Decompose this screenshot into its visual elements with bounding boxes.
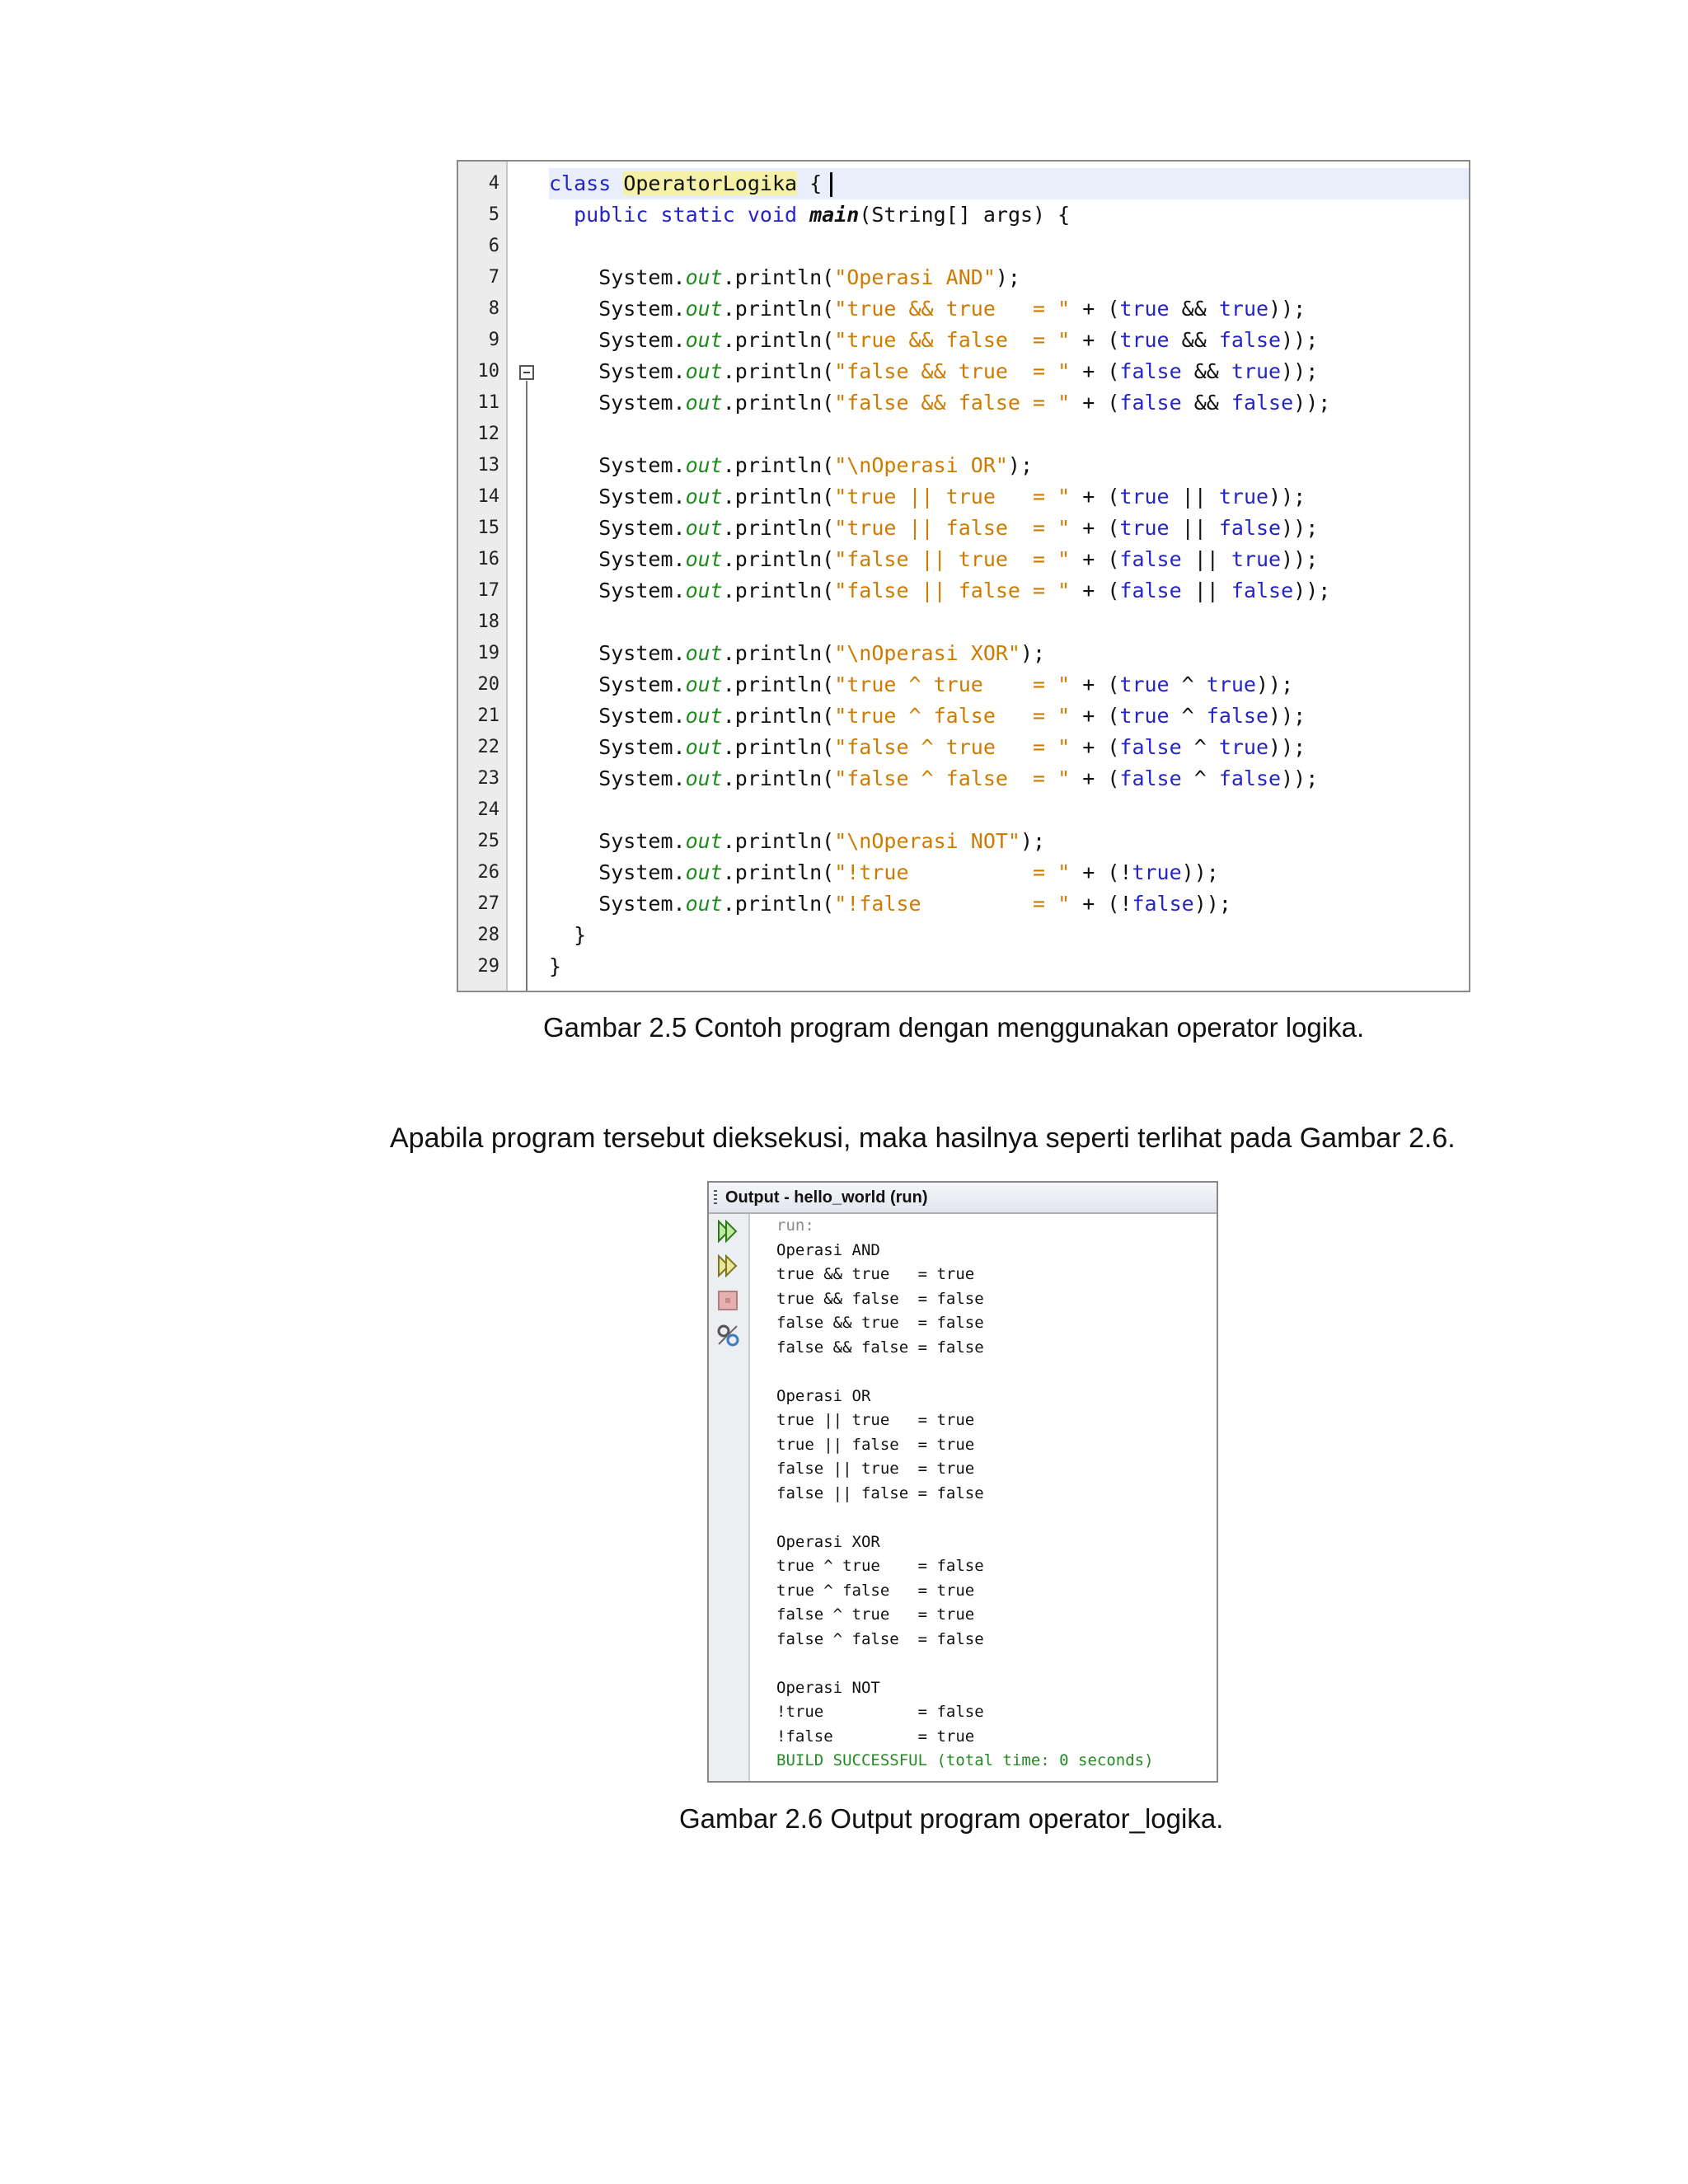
code-line[interactable]	[549, 262, 1469, 293]
output-toolbar	[709, 1214, 750, 1781]
code-token: ));	[1268, 297, 1306, 321]
output-title-bar	[709, 1183, 1217, 1214]
code-line[interactable]	[549, 387, 1469, 419]
code-token: "false ^ false = "	[834, 766, 1071, 790]
output-line: Operasi NOT	[776, 1678, 880, 1697]
code-token: "false && false = "	[834, 391, 1071, 415]
output-line: false && false = false	[776, 1338, 984, 1357]
code-token: public static void	[574, 203, 798, 227]
code-line[interactable]	[549, 356, 1469, 387]
code-token: System.	[549, 547, 686, 571]
code-token: out	[685, 829, 723, 853]
code-token: false	[1119, 735, 1182, 759]
code-token: false	[1218, 516, 1282, 540]
code-line[interactable]	[549, 669, 1469, 701]
code-token: false	[1231, 391, 1294, 415]
code-token: OperatorLogika	[623, 171, 798, 195]
code-token: System.	[549, 579, 686, 602]
code-token: true	[1218, 297, 1269, 321]
code-token: System.	[549, 860, 686, 884]
fold-guide-line	[526, 381, 528, 992]
code-token: + (	[1070, 328, 1120, 352]
code-token: ^	[1169, 704, 1207, 728]
code-token: );	[1007, 453, 1034, 477]
code-token: false	[1119, 547, 1182, 571]
code-token: ));	[1281, 766, 1319, 790]
code-token: + (	[1070, 704, 1120, 728]
output-line: Operasi AND	[776, 1240, 880, 1259]
code-token: ));	[1268, 485, 1306, 509]
code-token: (String[] args) {	[859, 203, 1071, 227]
code-token: "\nOperasi NOT"	[834, 829, 1020, 853]
output-line: false ^ true = true	[776, 1605, 975, 1624]
code-token: ^	[1169, 673, 1207, 696]
code-token: .println(	[722, 735, 835, 759]
output-line	[776, 1652, 1154, 1676]
code-token: ));	[1281, 328, 1319, 352]
code-line[interactable]	[549, 888, 1469, 920]
output-line: false || false = false	[776, 1483, 984, 1502]
code-token	[797, 203, 809, 227]
collapse-method-icon[interactable]	[519, 365, 534, 380]
code-token: ));	[1181, 860, 1219, 884]
code-token: false	[1218, 766, 1282, 790]
grip-icon	[714, 1190, 717, 1205]
line-number: 19	[477, 643, 499, 663]
code-token: true	[1119, 704, 1170, 728]
code-token: ));	[1193, 892, 1231, 916]
code-token: .println(	[722, 297, 835, 321]
fold-column	[508, 162, 541, 991]
code-token: false	[1132, 892, 1194, 916]
code-token: .println(	[722, 892, 835, 916]
code-line[interactable]	[549, 231, 1469, 262]
line-number: 4	[488, 173, 499, 194]
code-token: System.	[549, 766, 686, 790]
code-token: .println(	[722, 860, 835, 884]
output-line: !true = false	[776, 1703, 984, 1721]
code-line[interactable]	[549, 168, 1469, 199]
stop-icon[interactable]	[715, 1288, 740, 1313]
code-token: + (!	[1070, 892, 1132, 916]
code-token: out	[685, 860, 723, 884]
line-number: 7	[488, 267, 499, 288]
figure-2-6-caption: Gambar 2.6 Output program operator_logika.	[679, 1803, 1224, 1834]
code-token: out	[685, 359, 723, 383]
code-token: true	[1231, 547, 1282, 571]
code-token: class	[549, 171, 612, 195]
code-token: &&	[1169, 297, 1219, 321]
code-token: ||	[1181, 547, 1231, 571]
code-token: &&	[1181, 391, 1231, 415]
code-token: + (!	[1070, 860, 1132, 884]
line-number: 20	[477, 674, 499, 695]
code-token: true	[1119, 516, 1170, 540]
code-token: false	[1206, 704, 1269, 728]
line-number: 11	[477, 392, 499, 413]
code-token: out	[685, 673, 723, 696]
code-token: );	[1020, 641, 1046, 665]
code-token: .println(	[722, 829, 835, 853]
code-token: ));	[1256, 673, 1294, 696]
code-token: + (	[1070, 579, 1120, 602]
figure-2-5-caption: Gambar 2.5 Contoh program dengan menggunakan operator logika.	[543, 1012, 1365, 1043]
code-token: + (	[1070, 735, 1120, 759]
code-token: ));	[1268, 704, 1306, 728]
line-number: 21	[477, 705, 499, 726]
output-line	[776, 1360, 1154, 1385]
output-line: false ^ false = false	[776, 1629, 984, 1648]
code-token: .println(	[722, 328, 835, 352]
code-token: false	[1119, 359, 1182, 383]
code-line[interactable]	[549, 732, 1469, 763]
code-token: true	[1119, 297, 1170, 321]
code-token: ^	[1181, 766, 1219, 790]
code-token: .println(	[722, 673, 835, 696]
code-line[interactable]	[549, 481, 1469, 513]
code-token: System.	[549, 641, 686, 665]
code-token: System.	[549, 829, 686, 853]
output-line: true || true = true	[776, 1411, 975, 1429]
line-number: 9	[488, 330, 499, 350]
code-token: System.	[549, 516, 686, 540]
code-token: ||	[1181, 579, 1231, 602]
code-token: true	[1218, 485, 1269, 509]
code-token: true	[1119, 485, 1170, 509]
line-number: 15	[477, 518, 499, 538]
line-number-gutter	[458, 162, 508, 991]
output-line: !false = true	[776, 1727, 975, 1746]
code-token: &&	[1181, 359, 1231, 383]
code-token	[611, 171, 623, 195]
code-token	[549, 203, 574, 227]
output-line: true || false = true	[776, 1435, 975, 1454]
code-token: System.	[549, 892, 686, 916]
output-line: false || true = true	[776, 1460, 975, 1478]
code-token: "!false = "	[834, 892, 1071, 916]
line-number: 8	[488, 298, 499, 319]
code-line[interactable]	[549, 763, 1469, 794]
code-token: false	[1119, 766, 1182, 790]
code-token: System.	[549, 453, 686, 477]
code-token: "true || false = "	[834, 516, 1071, 540]
code-line[interactable]	[549, 607, 1469, 638]
code-line[interactable]	[549, 544, 1469, 575]
code-token: ^	[1181, 735, 1219, 759]
output-line: true ^ true = false	[776, 1557, 984, 1575]
code-token: out	[685, 892, 723, 916]
line-number: 24	[477, 799, 499, 820]
output-line: false && true = false	[776, 1314, 984, 1332]
code-token: ));	[1281, 547, 1319, 571]
code-token: .println(	[722, 516, 835, 540]
code-token: ||	[1169, 516, 1219, 540]
code-line[interactable]	[549, 199, 1469, 231]
output-title: Output - hello_world (run)	[725, 1188, 928, 1207]
code-token: "false || true = "	[834, 547, 1071, 571]
code-token: "true ^ false = "	[834, 704, 1071, 728]
code-token: "\nOperasi OR"	[834, 453, 1008, 477]
code-token: out	[685, 766, 723, 790]
code-token: out	[685, 579, 723, 602]
code-token: System.	[549, 297, 686, 321]
code-token: "true && true = "	[834, 297, 1071, 321]
code-token: false	[1231, 579, 1294, 602]
code-token: }	[549, 954, 562, 978]
code-token: "false && true = "	[834, 359, 1071, 383]
code-token: }	[549, 923, 587, 947]
code-token: "false || false = "	[834, 579, 1071, 602]
code-token: out	[685, 704, 723, 728]
code-line[interactable]	[549, 450, 1469, 481]
line-number: 13	[477, 455, 499, 476]
code-token: .println(	[722, 391, 835, 415]
body-paragraph: Apabila program tersebut dieksekusi, maka hasilnya seperti terlihat pada Gambar 2.6.	[390, 1122, 1456, 1154]
code-token: "true || true = "	[834, 485, 1071, 509]
code-token: + (	[1070, 673, 1120, 696]
code-token: "Operasi AND"	[834, 265, 996, 289]
code-token: ));	[1281, 359, 1319, 383]
line-number: 25	[477, 831, 499, 851]
code-line[interactable]	[549, 826, 1469, 857]
code-token: out	[685, 453, 723, 477]
code-token: true	[1206, 673, 1256, 696]
code-token: ||	[1169, 485, 1219, 509]
output-console-text[interactable]	[776, 1214, 1154, 1774]
rerun-icon[interactable]	[715, 1219, 740, 1244]
code-token: true	[1218, 735, 1269, 759]
code-token: out	[685, 328, 723, 352]
output-line: true && false = false	[776, 1289, 984, 1308]
code-token: System.	[549, 359, 686, 383]
code-token: ));	[1293, 579, 1331, 602]
code-token: .println(	[722, 547, 835, 571]
code-token: + (	[1070, 547, 1120, 571]
line-number: 26	[477, 862, 499, 883]
line-number: 27	[477, 893, 499, 914]
code-token: false	[1119, 579, 1182, 602]
code-token: .println(	[722, 453, 835, 477]
output-window	[707, 1181, 1218, 1783]
code-line[interactable]	[549, 293, 1469, 325]
code-token: System.	[549, 265, 686, 289]
output-line: true ^ false = true	[776, 1581, 975, 1600]
code-line[interactable]	[549, 951, 1469, 982]
code-token: &&	[1169, 328, 1219, 352]
code-token: + (	[1070, 485, 1120, 509]
code-token: .println(	[722, 579, 835, 602]
code-token: out	[685, 485, 723, 509]
code-token: System.	[549, 735, 686, 759]
code-token: "false ^ true = "	[834, 735, 1071, 759]
code-token: ));	[1268, 735, 1306, 759]
code-token: "true && false = "	[834, 328, 1071, 352]
line-number: 29	[477, 956, 499, 977]
line-number: 17	[477, 580, 499, 601]
code-token: out	[685, 265, 723, 289]
text-cursor	[830, 172, 832, 197]
line-number: 6	[488, 236, 499, 256]
line-number: 12	[477, 424, 499, 444]
code-token: .println(	[722, 766, 835, 790]
line-number: 10	[477, 361, 499, 382]
code-token: "\nOperasi XOR"	[834, 641, 1020, 665]
code-token: out	[685, 735, 723, 759]
code-token: out	[685, 516, 723, 540]
code-token: out	[685, 641, 723, 665]
code-line[interactable]	[549, 794, 1469, 826]
code-line[interactable]	[549, 575, 1469, 607]
code-token: true	[1119, 673, 1170, 696]
code-token: out	[685, 297, 723, 321]
code-token: System.	[549, 391, 686, 415]
code-token: true	[1119, 328, 1170, 352]
code-line[interactable]	[549, 857, 1469, 888]
code-token: .println(	[722, 359, 835, 383]
code-line[interactable]	[549, 701, 1469, 732]
code-line[interactable]	[549, 325, 1469, 356]
output-line: Operasi OR	[776, 1386, 871, 1405]
code-token: out	[685, 391, 723, 415]
code-token: System.	[549, 673, 686, 696]
line-number: 16	[477, 549, 499, 569]
code-token: true	[1231, 359, 1282, 383]
settings-icon[interactable]	[715, 1323, 740, 1347]
code-token: true	[1132, 860, 1182, 884]
rerun-with-options-icon[interactable]	[715, 1254, 740, 1278]
code-token: System.	[549, 485, 686, 509]
code-line[interactable]	[549, 638, 1469, 669]
code-token: .println(	[722, 641, 835, 665]
code-token: + (	[1070, 766, 1120, 790]
output-line: Operasi XOR	[776, 1532, 880, 1551]
code-editor[interactable]	[457, 160, 1470, 992]
code-token: false	[1119, 391, 1182, 415]
code-token: {	[797, 171, 823, 195]
code-token: );	[1020, 829, 1046, 853]
code-token: + (	[1070, 391, 1120, 415]
code-token: out	[685, 547, 723, 571]
code-token: + (	[1070, 516, 1120, 540]
line-number: 23	[477, 768, 499, 789]
code-token: System.	[549, 704, 686, 728]
output-line	[776, 1506, 1154, 1530]
code-token: .println(	[722, 265, 835, 289]
code-token: );	[995, 265, 1020, 289]
code-line[interactable]	[549, 513, 1469, 544]
output-line: run:	[776, 1216, 814, 1235]
line-number: 14	[477, 486, 499, 507]
code-token: .println(	[722, 485, 835, 509]
output-line: true && true = true	[776, 1265, 975, 1283]
line-number: 28	[477, 925, 499, 945]
code-token: + (	[1070, 359, 1120, 383]
code-line[interactable]	[549, 920, 1469, 951]
code-token: main	[809, 203, 860, 227]
code-line[interactable]	[549, 419, 1469, 450]
line-number: 22	[477, 737, 499, 757]
line-number: 18	[477, 612, 499, 632]
output-line: BUILD SUCCESSFUL (total time: 0 seconds)	[776, 1751, 1154, 1769]
code-token: .println(	[722, 704, 835, 728]
code-token: + (	[1070, 297, 1120, 321]
line-number: 5	[488, 204, 499, 225]
code-token: ));	[1281, 516, 1319, 540]
code-token: ));	[1293, 391, 1331, 415]
code-token: System.	[549, 328, 686, 352]
code-token: "true ^ true = "	[834, 673, 1071, 696]
code-token: "!true = "	[834, 860, 1071, 884]
code-token: false	[1218, 328, 1282, 352]
